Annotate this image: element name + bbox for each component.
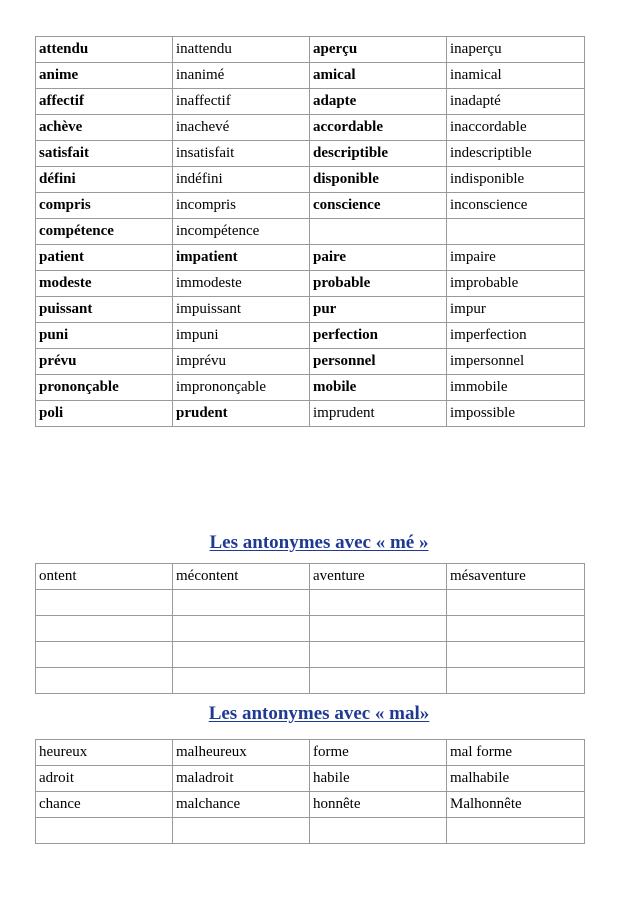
table-cell: habile <box>310 766 447 792</box>
table-cell: impaire <box>447 245 585 271</box>
table-cell: inanimé <box>173 63 310 89</box>
table-cell: inattendu <box>173 37 310 63</box>
table-cell: insatisfait <box>173 141 310 167</box>
table-row <box>36 193 585 219</box>
table-cell: inaccordable <box>447 115 585 141</box>
table-cell: conscience <box>310 193 447 219</box>
table-row <box>36 297 585 323</box>
table-cell: impatient <box>173 245 310 271</box>
table-row <box>36 167 585 193</box>
table-cell: improbable <box>447 271 585 297</box>
table-cell <box>36 616 173 642</box>
table-cell: heureux <box>36 740 173 766</box>
table-cell <box>173 818 310 844</box>
table-cell <box>447 642 585 668</box>
table-row <box>36 668 585 694</box>
table-row <box>36 766 585 792</box>
table-cell: aperçu <box>310 37 447 63</box>
table-cell: indéfini <box>173 167 310 193</box>
table-cell: défini <box>36 167 173 193</box>
table-cell: incompétence <box>173 219 310 245</box>
table-cell: poli <box>36 401 173 427</box>
table-row <box>36 323 585 349</box>
table-cell: malhabile <box>447 766 585 792</box>
table-cell: maladroit <box>173 766 310 792</box>
table-cell: indisponible <box>447 167 585 193</box>
table-cell <box>310 668 447 694</box>
table-cell: anime <box>36 63 173 89</box>
table-cell: chance <box>36 792 173 818</box>
table-row <box>36 63 585 89</box>
table-cell: impuissant <box>173 297 310 323</box>
table-cell: descriptible <box>310 141 447 167</box>
table-cell: inadapté <box>447 89 585 115</box>
table-cell: impersonnel <box>447 349 585 375</box>
table-row <box>36 37 585 63</box>
section-heading-me: Les antonymes avec « mé » <box>209 532 429 553</box>
table-cell: honnête <box>310 792 447 818</box>
table-cell: inachevé <box>173 115 310 141</box>
table-cell: inconscience <box>447 193 585 219</box>
table-row <box>36 271 585 297</box>
antonyms-in-im-table <box>35 36 585 427</box>
table-cell: puissant <box>36 297 173 323</box>
section-heading-mal: Les antonymes avec « mal» <box>208 703 430 724</box>
table-cell <box>447 616 585 642</box>
table-cell: inamical <box>447 63 585 89</box>
antonyms-me-table <box>35 563 585 694</box>
table-cell: amical <box>310 63 447 89</box>
table-cell: impuni <box>173 323 310 349</box>
table-cell: ontent <box>36 564 173 590</box>
table-cell: disponible <box>310 167 447 193</box>
table-cell: imprévu <box>173 349 310 375</box>
table-cell <box>447 668 585 694</box>
table-cell: accordable <box>310 115 447 141</box>
table-cell: achève <box>36 115 173 141</box>
table-row <box>36 219 585 245</box>
table-cell: immobile <box>447 375 585 401</box>
table-cell: modeste <box>36 271 173 297</box>
table-cell: imprudent <box>310 401 447 427</box>
table-cell <box>173 642 310 668</box>
table-cell: inaffectif <box>173 89 310 115</box>
table-cell: compétence <box>36 219 173 245</box>
table-cell <box>173 590 310 616</box>
table-cell: malheureux <box>173 740 310 766</box>
table-cell <box>36 668 173 694</box>
table-cell: personnel <box>310 349 447 375</box>
table-row <box>36 590 585 616</box>
table-cell <box>310 818 447 844</box>
table-cell: patient <box>36 245 173 271</box>
table-row <box>36 349 585 375</box>
table-row <box>36 401 585 427</box>
table-cell: probable <box>310 271 447 297</box>
table-cell: mésaventure <box>447 564 585 590</box>
table-row <box>36 564 585 590</box>
table-cell: prévu <box>36 349 173 375</box>
table-cell: indescriptible <box>447 141 585 167</box>
table-cell <box>173 616 310 642</box>
table-cell: mécontent <box>173 564 310 590</box>
table-row <box>36 740 585 766</box>
table-cell: paire <box>310 245 447 271</box>
table-row <box>36 616 585 642</box>
table-cell <box>36 818 173 844</box>
table-cell: Malhonnête <box>447 792 585 818</box>
table-row <box>36 245 585 271</box>
table-cell: impur <box>447 297 585 323</box>
table-cell: prudent <box>173 401 310 427</box>
table-cell: impossible <box>447 401 585 427</box>
table-cell <box>310 616 447 642</box>
table-row <box>36 792 585 818</box>
table-cell: mobile <box>310 375 447 401</box>
table-cell: forme <box>310 740 447 766</box>
table-cell <box>447 590 585 616</box>
table-cell: adapte <box>310 89 447 115</box>
table-cell: compris <box>36 193 173 219</box>
table-cell <box>36 590 173 616</box>
table-cell <box>36 642 173 668</box>
table-row <box>36 818 585 844</box>
table-cell <box>447 818 585 844</box>
table-cell: perfection <box>310 323 447 349</box>
table-cell: prononçable <box>36 375 173 401</box>
table-cell: imperfection <box>447 323 585 349</box>
table-row <box>36 141 585 167</box>
table-cell <box>310 590 447 616</box>
table-cell: aventure <box>310 564 447 590</box>
table-cell: mal forme <box>447 740 585 766</box>
table-row <box>36 375 585 401</box>
table-row <box>36 115 585 141</box>
table-cell <box>173 668 310 694</box>
table-cell <box>310 642 447 668</box>
table-cell: attendu <box>36 37 173 63</box>
table-cell: adroit <box>36 766 173 792</box>
table-cell <box>310 219 447 245</box>
table-cell: incompris <box>173 193 310 219</box>
table-cell: malchance <box>173 792 310 818</box>
table-cell: affectif <box>36 89 173 115</box>
table-row <box>36 642 585 668</box>
table-cell: imprononçable <box>173 375 310 401</box>
antonyms-mal-table <box>35 739 585 844</box>
table-cell: puni <box>36 323 173 349</box>
table-cell: satisfait <box>36 141 173 167</box>
table-cell: inaperçu <box>447 37 585 63</box>
table-cell: pur <box>310 297 447 323</box>
table-cell <box>447 219 585 245</box>
table-cell: immodeste <box>173 271 310 297</box>
table-row <box>36 89 585 115</box>
